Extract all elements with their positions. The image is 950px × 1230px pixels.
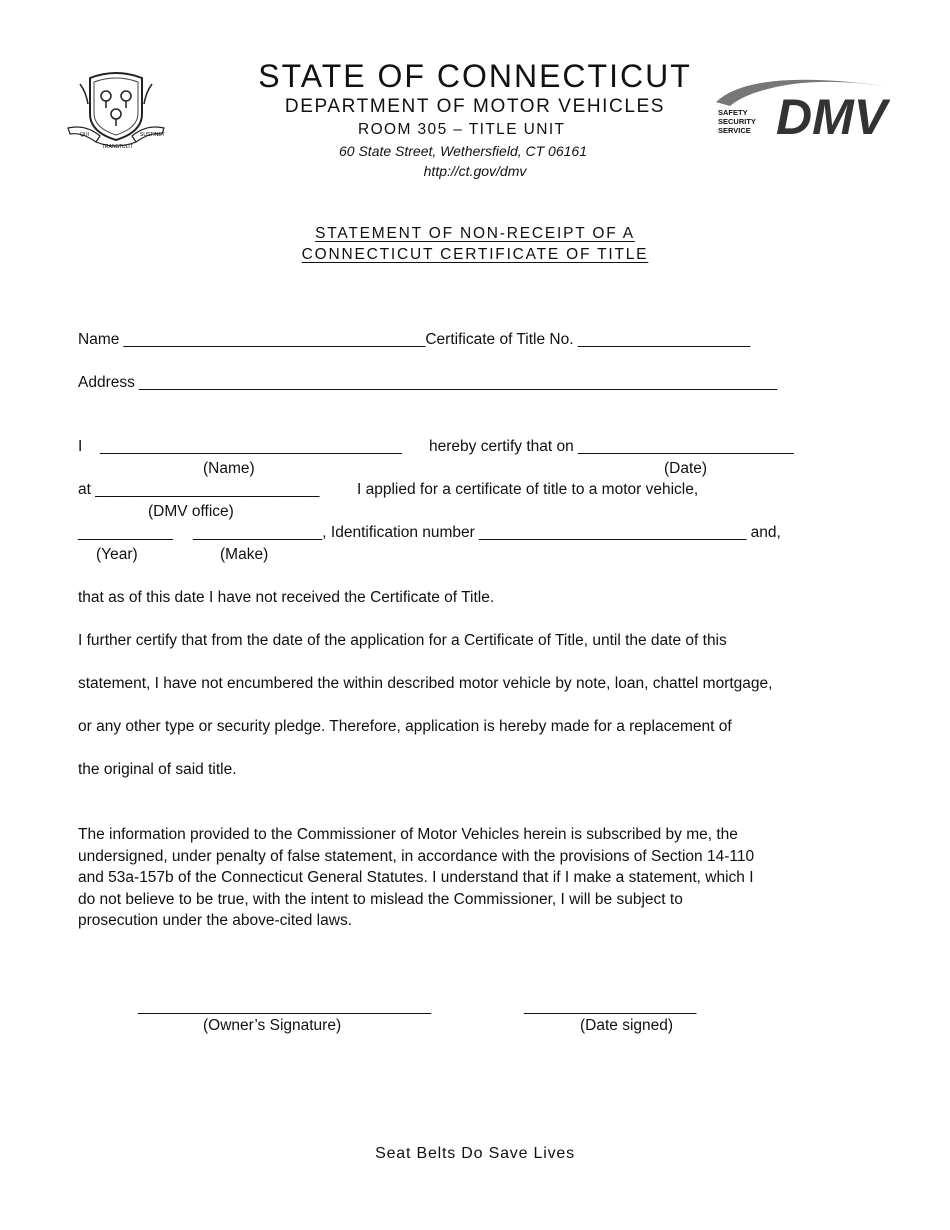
- name-caption: (Name): [203, 460, 255, 477]
- logo-mark: DMV: [776, 89, 888, 140]
- date-caption: (Date): [664, 460, 708, 477]
- certify-name-field[interactable]: ___________________________________: [100, 438, 402, 455]
- logo-tagline-2: SECURITY: [718, 117, 756, 126]
- form-title-line2: CONNECTICUT CERTIFICATE OF TITLE: [301, 246, 649, 263]
- dmv-logo-icon: [712, 72, 890, 140]
- header-room: ROOM 305 – TITLE UNIT: [358, 121, 566, 138]
- penalty-line-3: and 53a-157b of the Connecticut General Statutes. I understand that if I make a statement, which I: [78, 869, 754, 886]
- not-received-statement: that as of this date I have not received the Certificate of Title.: [78, 589, 495, 606]
- logo-tagline-1: SAFETY: [718, 108, 748, 117]
- penalty-line-4: do not believe to be true, with the intent to mislead the Commissioner, I will be subject to: [78, 890, 683, 908]
- owner-signature-field[interactable]: __________________________________: [138, 998, 432, 1015]
- certify-date-field[interactable]: hereby certify that on _________________________: [429, 438, 794, 455]
- logo-tagline-3: SERVICE: [718, 126, 751, 135]
- name-certificate-line[interactable]: Name ___________________________________Certificate of Title No. ____________________: [78, 331, 751, 348]
- further-certify-line-3: or any other type or security pledge. Therefore, application is hereby made for a replacement of: [78, 718, 732, 735]
- penalty-line-2: undersigned, under penalty of false statement, in accordance with the provisions of Section 14-110: [78, 847, 755, 865]
- further-certify-line-4: the original of said title.: [78, 761, 237, 778]
- header-url: http://ct.gov/dmv: [423, 163, 527, 179]
- year-field[interactable]: ___________: [78, 524, 173, 541]
- penalty-paragraph: [78, 824, 828, 932]
- penalty-line-5: prosecution under the above-cited laws.: [78, 912, 352, 929]
- dmv-office-caption: (DMV office): [148, 503, 234, 520]
- seal-motto-right: SUSTINET: [140, 132, 165, 138]
- make-caption: (Make): [220, 546, 269, 563]
- applied-text: I applied for a certificate of title to a motor vehicle,: [357, 481, 699, 498]
- year-caption: (Year): [96, 546, 138, 563]
- seal-motto-left: QUI: [80, 132, 89, 138]
- owner-signature-caption: (Owner’s Signature): [203, 1017, 342, 1034]
- penalty-line-1: The information provided to the Commissioner of Motor Vehicles herein is subscribed by me, the: [78, 826, 738, 843]
- header-state: STATE OF CONNECTICUT: [258, 58, 692, 94]
- address-line[interactable]: Address __________________________________________________________________________: [78, 374, 778, 391]
- date-signed-caption: (Date signed): [580, 1017, 674, 1034]
- header-department: DEPARTMENT OF MOTOR VEHICLES: [284, 96, 666, 117]
- further-certify-line-1: I further certify that from the date of the application for a Certificate of Title, until the date of this: [78, 632, 727, 649]
- further-certify-line-2: statement, I have not encumbered the within described motor vehicle by note, loan, chattel mortgage,: [78, 675, 773, 692]
- make-identification-field[interactable]: _______________, Identification number _______________________________ and,: [193, 524, 781, 541]
- seal-motto-center: TRANSTULIT: [102, 144, 133, 150]
- date-signed-field[interactable]: ____________________: [524, 998, 697, 1015]
- dmv-logo: [712, 72, 890, 145]
- footer-slogan: Seat Belts Do Save Lives: [375, 1145, 575, 1162]
- dmv-office-field[interactable]: at __________________________: [78, 481, 320, 498]
- header-address: 60 State Street, Wethersfield, CT 06161: [339, 143, 587, 159]
- form-title-line1: STATEMENT OF NON-RECEIPT OF A: [315, 225, 635, 242]
- certify-i: I: [78, 438, 83, 455]
